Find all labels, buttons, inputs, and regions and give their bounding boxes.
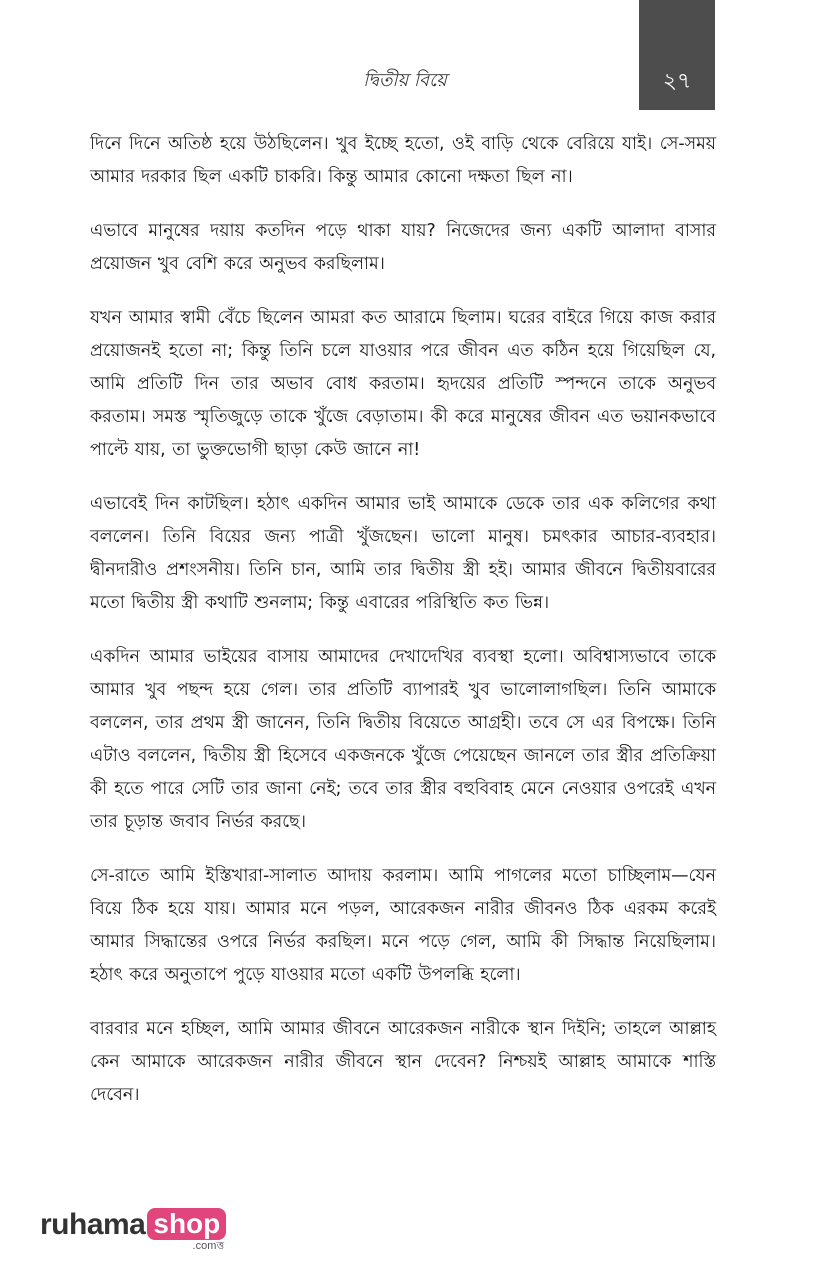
paragraph-1: দিনে দিনে অতিষ্ঠ হয়ে উঠছিলেন। খুব ইচ্ছে হতো, ওই বাড়ি থেকে বেরিয়ে যাই। সে-সময় আমার দরকার ছিল একটি চাকরি। কিন্তু আমার কোনো দক্ষতা ছিল না।	[90, 134, 716, 187]
logo-domain	[193, 1240, 225, 1253]
logo-shop-badge: shop	[147, 1208, 226, 1240]
ruhama-shop-logo	[40, 1208, 226, 1258]
paragraph-7: বারবার মনে হচ্ছিল, আমি আমার জীবনে আরেকজন নারীকে স্থান দিইনি; তাহলে আল্লাহ কেন আমাকে আরেকজন নারীর জীবনে স্থান দেবেন? নিশ্চয়ই আল্লাহ আমাকে শাস্তি দেবেন।	[90, 1019, 716, 1105]
running-title: দ্বিতীয় বিয়ে	[363, 70, 447, 91]
page-header	[0, 0, 825, 110]
logo-ruhama-text: ruhama	[40, 1208, 146, 1241]
logo-domain-text: .com	[192, 1240, 217, 1252]
paragraph-3: যখন আমার স্বামী বেঁচে ছিলেন আমরা কত আরামে ছিলাম। ঘরের বাইরে গিয়ে কাজ করার প্রয়োজনই হতো না; কিন্তু তিনি চলে যাওয়ার পরে জীবন এত কঠিন হয়ে গিয়েছিল যে, আমি প্রতিটি দিন তার অভাব বোধ করতাম। হৃদয়ের প্রতিটি স্পন্দনে তাকে অনুভব করতাম। সমস্ত স্মৃতিজুড়ে তাকে খুঁজে বেড়াতাম। কী করে মানুষের জীবন এত ভয়ানকভাবে পাল্টে যায়, তা ভুক্তভোগী ছাড়া কেউ জানে না!	[90, 308, 716, 460]
paragraph-4: এভাবেই দিন কাটছিল। হঠাৎ একদিন আমার ভাই আমাকে ডেকে তার এক কলিগের কথা বললেন। তিনি বিয়ের জন্য পাত্রী খুঁজছেন। ভালো মানুষ। চমৎকার আচার-ব্যবহার। দ্বীনদারীও প্রশংসনীয়। তিনি চান, আমি তার দ্বিতীয় স্ত্রী হই। আমার জীবনে দ্বিতীয়বারের মতো দ্বিতীয় স্ত্রী কথাটি শুনলাম; কিন্তু এবারের পরিস্থিতি কত ভিন্ন।	[90, 494, 716, 613]
paragraph-6: সে-রাতে আমি ইস্তিখারা-সালাত আদায় করলাম। আমি পাগলের মতো চাচ্ছিলাম—যেন বিয়ে ঠিক হয়ে যায়। আমার মনে পড়ল, আরেকজন নারীর জীবনও ঠিক এরকম করেই আমার সিদ্ধান্তের ওপরে নির্ভর করছিল। মনে পড়ে গেল, আমি কী সিদ্ধান্ত নিয়েছিলাম। হঠাৎ করে অনুতাপে পুড়ে যাওয়ার মতো একটি উপলব্ধি হলো।	[90, 866, 716, 985]
logo-shop-group	[147, 1208, 226, 1253]
page-number: ২৭	[662, 69, 692, 94]
page-body	[90, 128, 716, 1133]
page-number-tab	[639, 0, 715, 110]
paragraph-5: একদিন আমার ভাইয়ের বাসায় আমাদের দেখাদেখির ব্যবস্থা হলো। অবিশ্বাস্যভাবে তাকে আমার খুব পছন্দ হয়ে গেল। তার প্রতিটি ব্যাপারই খুব ভালোলাগছিল। তিনি আমাকে বললেন, তার প্রথম স্ত্রী জানেন, তিনি দ্বিতীয় বিয়েতে আগ্রহী। তবে সে এর বিপক্ষে। তিনি এটাও বললেন, দ্বিতীয় স্ত্রী হিসেবে একজনকে খুঁজে পেয়েছেন জানলে তার স্ত্রীর প্রতিক্রিয়া কী হতে পারে সেটি তার জানা নেই; তবে তার স্ত্রীর বহুবিবাহ মেনে নেওয়ার ওপরেই এখন তার চূড়ান্ত জবাব নির্ভর করছে।	[90, 647, 716, 832]
paragraph-2: এভাবে মানুষের দয়ায় কতদিন পড়ে থাকা যায়? নিজেদের জন্য একটি আলাদা বাসার প্রয়োজন খুব বেশি করে অনুভব করছিলাম।	[90, 221, 716, 274]
logo-domain-bn: ত্ত	[216, 1240, 225, 1252]
